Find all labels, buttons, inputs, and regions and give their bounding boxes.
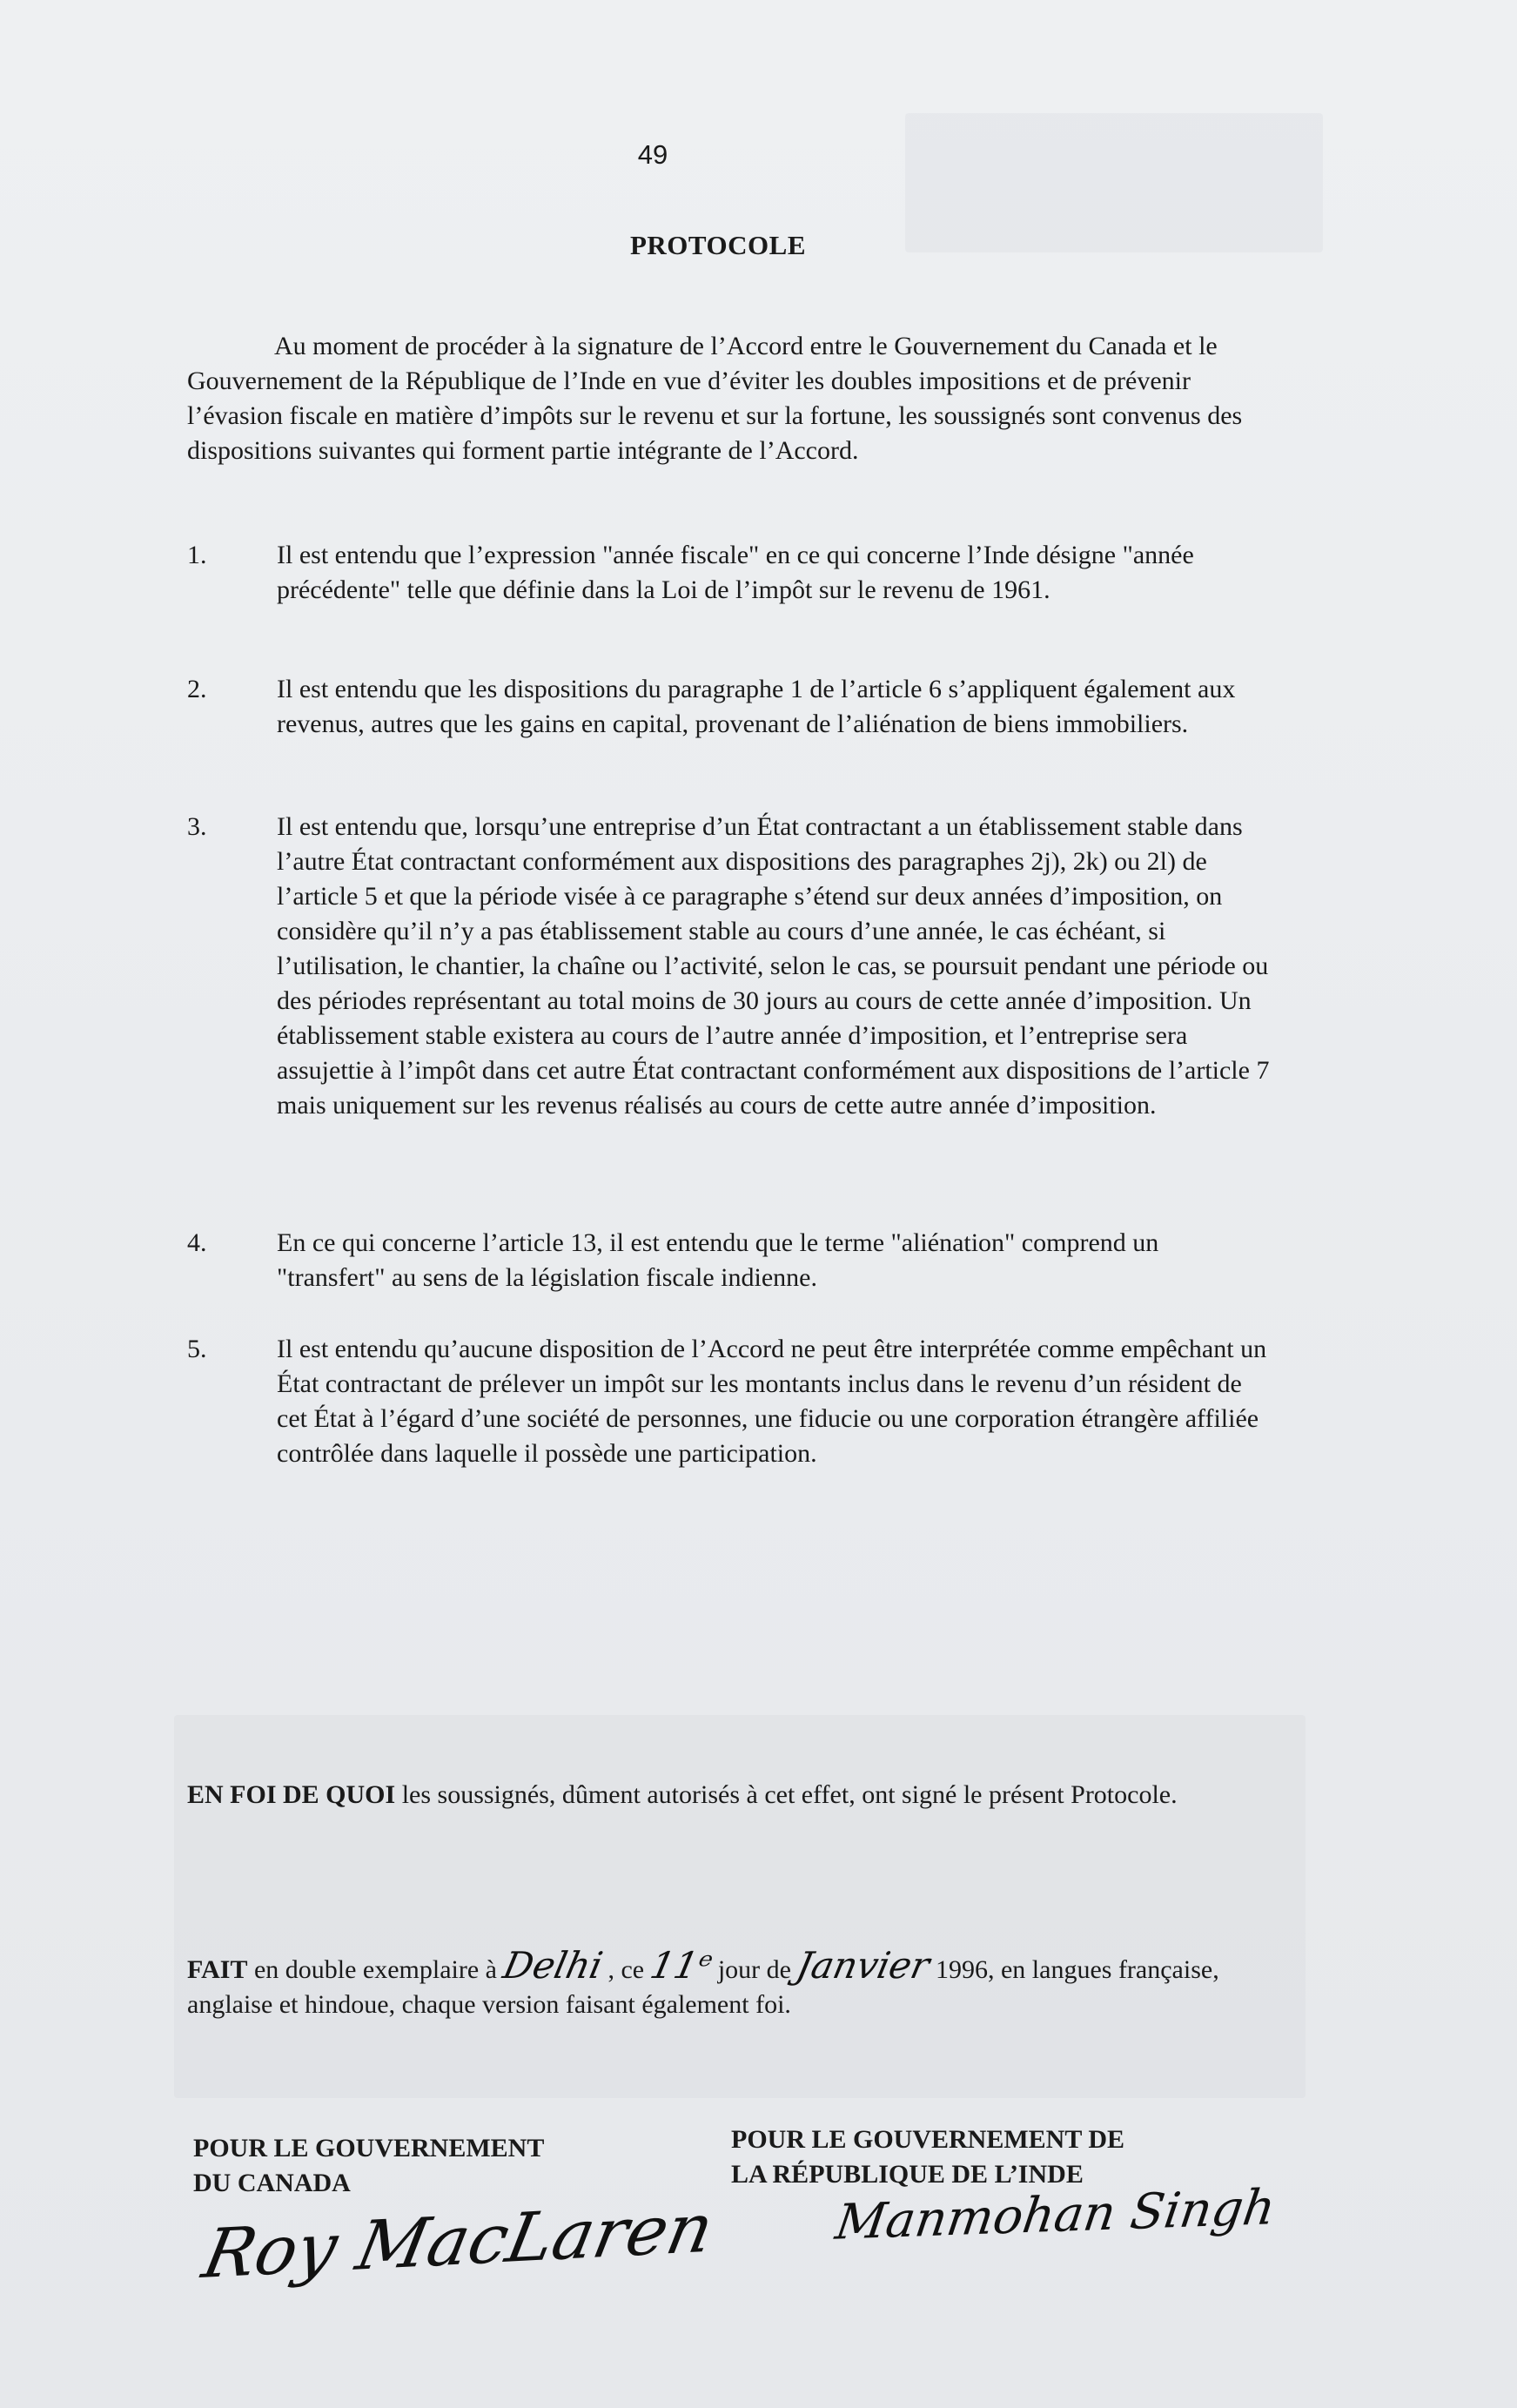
item-text: Il est entendu que, lorsqu’une entreprise d’un État contractant a un établissement stable dans l’autre État contractant conformément aux dispositions des paragraphes 2j), 2k) ou 2l) de l’article 5 et que la période visée à ce paragraphe s’étend sur deux années d’imposition, on considère qu’il n’y a pas établissement stable au cours d’une année, le cas échéant, si l’utilisation, le chantier, la chaîne ou l’activité, selon le cas, se poursuit pendant une période ou des périodes représentant au total moins de 30 jours au cours de cette année d’imposition. Un établissement stable existera au cours de l’autre année d’imposition, et l’entreprise sera assujettie à l’impôt dans cet autre État contractant conformément aux dispositions de l’article 7 mais uniquement sur les revenus réalisés au cours de cette autre année d’imposition. [277, 812, 1270, 1120]
item-number: 5. [187, 1335, 207, 1363]
item-text: En ce qui concerne l’article 13, il est entendu que le terme "aliénation" comprend un "transfert" au sens de la législation fiscale indienne. [277, 1228, 1159, 1292]
item-number: 4. [187, 1228, 207, 1257]
signature-india: Manmohan Singh [832, 2179, 1279, 2251]
intro-paragraph: Au moment de procéder à la signature de l’Accord entre le Gouvernement du Canada et le Gouvernement de la République de l’Inde en vue d’éviter les doubles impositions et de prévenir l’évasion fiscale en matière d’impôts sur le revenu et sur la fortune, les soussignés sont convenus des dispositions suivantes qui forment partie intégrante de l’Accord. [187, 332, 1243, 465]
item-text: Il est entendu qu’aucune disposition de l’Accord ne peut être interprétée comme empêchant un État contractant de prélever un impôt sur les montants inclus dans le revenu d’un résident de cet État à l’égard d’une société de personnes, une fiducie ou une corporation étrangère affiliée contrôlée dans laquelle il possède une participation. [277, 1335, 1267, 1468]
item-number: 2. [187, 675, 207, 703]
handwritten-place: Delhi [499, 1944, 607, 1987]
handwritten-month: Janvier [793, 1944, 934, 1987]
page-title: PROTOCOLE [629, 230, 807, 260]
signature-canada: Roy MacLaren [196, 2189, 720, 2295]
signatory-canada [193, 2131, 646, 2201]
done-text-4: 1996, en langues française, anglaise et hindoue, chaque version faisant également foi. [187, 1955, 1219, 2019]
witness-lead: EN FOI DE QUOI [187, 1780, 396, 1809]
item-number: 1. [187, 541, 207, 569]
signatory-line: POUR LE GOUVERNEMENT DE [731, 2125, 1124, 2154]
item-text: Il est entendu que les dispositions du paragraphe 1 de l’article 6 s’appliquent également aux revenus, autres que les gains en capital, provenant de l’aliénation de biens immobiliers. [277, 675, 1236, 738]
done-clause [187, 1944, 1266, 2022]
page-number: 49 [637, 139, 668, 170]
done-text-1: en double exemplaire à [247, 1955, 504, 1984]
item-number: 3. [187, 812, 207, 841]
bleed-through-shadow [174, 1715, 1306, 2098]
done-text-2: , ce [601, 1955, 651, 1984]
done-text-3: jour de [711, 1955, 798, 1984]
witness-text: les soussignés, dûment autorisés à cet effet, ont signé le présent Protocole. [395, 1780, 1178, 1809]
signatory-line: POUR LE GOUVERNEMENT [193, 2134, 545, 2162]
signatory-india [731, 2122, 1218, 2192]
signatory-line: LA RÉPUBLIQUE DE L’INDE [731, 2160, 1084, 2189]
witness-clause [187, 1778, 1266, 1813]
done-lead: FAIT [187, 1955, 248, 1984]
handwritten-day: 11ᵉ [646, 1944, 716, 1987]
item-text: Il est entendu que l’expression "année fiscale" en ce qui concerne l’Inde désigne "année précédente" telle que définie dans la Loi de l’impôt sur le revenu de 1961. [277, 541, 1194, 604]
signatory-line: DU CANADA [193, 2169, 351, 2197]
